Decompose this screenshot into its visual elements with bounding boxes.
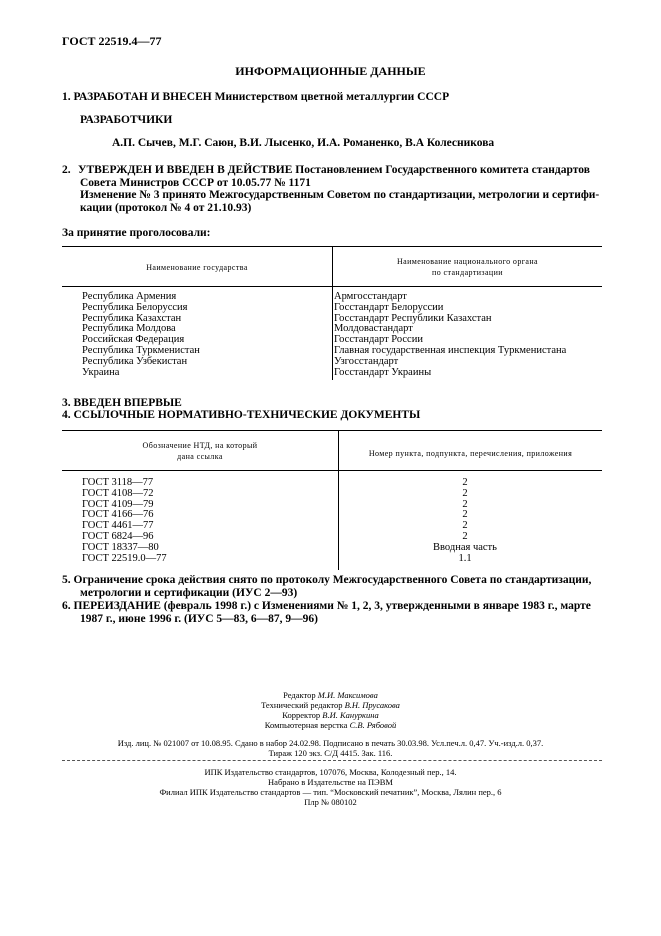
table-row: Республика Казахстан: [82, 312, 182, 324]
refs-col-doc-header: [62, 440, 338, 462]
voting-col-body-header: [333, 256, 602, 278]
imprint-line: Плр № 080102: [304, 797, 357, 807]
table-row: ГОСТ 4166—76: [82, 509, 154, 521]
table-row: 2: [462, 509, 468, 521]
table-row: ГОСТ 6824—96: [82, 530, 154, 542]
voting-states-column: [82, 292, 200, 378]
table-rule: [62, 430, 602, 431]
voting-col-state-header: Наименование государства: [146, 263, 248, 272]
table-row: Вводная часть: [433, 541, 497, 553]
table-row: 2: [462, 487, 468, 499]
table-divider: [332, 286, 333, 380]
imprint-line: Тираж 120 экз. С/Д 4415. Зак. 116.: [268, 748, 393, 758]
table-row: Республика Армения: [82, 291, 177, 302]
section-5: [62, 574, 622, 599]
refs-col-ref-header: Номер пункта, подпункта, перечисления, приложения: [368, 449, 573, 458]
table-row: ГОСТ 4108—72: [82, 487, 154, 499]
table-row: ГОСТ 3118—77: [82, 477, 154, 488]
section-3-number: 3.: [62, 397, 71, 409]
table-row: Госстандарт Республики Казахстан: [334, 312, 492, 324]
section-4-text: ССЫЛОЧНЫЕ НОРМАТИВНО-ТЕХНИЧЕСКИЕ ДОКУМЕНТЫ: [73, 409, 421, 421]
voting-bodies-column: [334, 292, 566, 378]
table-row: Республика Белоруссия: [82, 301, 188, 313]
refs-col-doc-header-line2: дана ссылка: [177, 452, 223, 461]
credit-editor-name: М.И. Максимова: [317, 690, 378, 700]
section-2-line3: Изменение № 3 принято Межгосударственным Советом по стандартизации, метрологии и сертифи-: [80, 189, 600, 201]
credit-tech-editor: [0, 700, 661, 710]
section-4: [62, 409, 420, 421]
imprint-line: Изд. лиц. № 021007 от 10.08.95. Сдано в набор 24.02.98. Подписано в печать 30.03.98. Усл.печ.л. 0,47. Уч.-изд.л. 0,37.: [117, 738, 544, 748]
table-row: Армгосстандарт: [334, 291, 407, 302]
table-row: 2: [462, 498, 468, 510]
section-1-number: 1.: [62, 91, 71, 103]
credit-corrector-label: Корректор: [282, 710, 321, 720]
credit-editor: [0, 690, 661, 700]
section-6-line1: ПЕРЕИЗДАНИЕ (февраль 1998 г.) с Изменениями № 1, 2, 3, утвержденными в январе 1983 г., марте: [73, 600, 591, 612]
section-6-number: 6.: [62, 600, 71, 612]
voting-col-body-header-line2: по стандартизации: [432, 268, 503, 277]
refs-col-doc-header-line1: Обозначение НТД, на который: [142, 441, 258, 450]
credits: [0, 690, 661, 730]
section-2-number: 2.: [62, 164, 71, 176]
table-row: Госстандарт России: [334, 334, 423, 346]
table-row: ГОСТ 4109—79: [82, 498, 154, 510]
section-6: [62, 600, 622, 625]
table-row: Молдовастандарт: [334, 323, 413, 335]
imprint-line: Набрано в Издательстве на ПЭВМ: [268, 777, 393, 787]
section-5-number: 5.: [62, 574, 71, 586]
section-3: [62, 397, 182, 409]
dashed-divider: [62, 760, 602, 761]
voting-col-body-header-line1: Наименование национального органа: [396, 257, 538, 266]
developers-list: А.П. Сычев, М.Г. Саюн, В.И. Лысенко, И.А. Романенко, В.А Колесникова: [112, 137, 495, 149]
credit-corrector-name: В.И. Кануркина: [322, 710, 379, 720]
section-1: [62, 91, 449, 103]
section-5-line2: метрологии и сертификации (ИУС 2—93): [80, 586, 298, 599]
voting-heading: За принятие проголосовали:: [62, 227, 211, 239]
table-row: Российская Федерация: [82, 334, 185, 346]
table-row: 2: [462, 477, 468, 488]
table-row: Госстандарт Белоруссии: [334, 301, 444, 313]
section-2: [62, 164, 602, 214]
credit-tech-editor-name: В.Н. Прусакова: [344, 700, 400, 710]
table-rule: [62, 470, 602, 471]
section-4-number: 4.: [62, 409, 71, 421]
section-2-line4: кации (протокол № 4 от 21.10.93): [80, 201, 252, 214]
table-row: Узгосстандарт: [334, 355, 399, 367]
page-title: ИНФОРМАЦИОННЫЕ ДАННЫЕ: [235, 64, 426, 78]
section-2-line2: Совета Министров СССР от 10.05.77 № 1171: [80, 176, 311, 189]
table-row: Госстандарт Украины: [334, 366, 432, 378]
table-divider: [338, 470, 339, 570]
section-1-text: Министерством цветной металлургии СССР: [214, 91, 450, 103]
section-6-line2: 1987 г., июне 1996 г. (ИУС 5—83, 6—87, 9—96): [80, 612, 318, 625]
section-1-lead: РАЗРАБОТАН И ВНЕСЕН: [73, 91, 212, 103]
credit-layout-name: С.В. Рябовой: [349, 720, 397, 730]
developers-heading: РАЗРАБОТЧИКИ: [80, 114, 173, 126]
table-row: Республика Узбекистан: [82, 355, 188, 367]
credit-layout-label: Компьютерная верстка: [264, 720, 348, 730]
imprint-line: Филиал ИПК Издательство стандартов — тип. “Московский печатник”, Москва, Лялин пер., 6: [159, 787, 502, 797]
table-row: 2: [462, 520, 468, 532]
imprint-line: ИПК Издательство стандартов, 107076, Москва, Колодезный пер., 14.: [204, 767, 457, 777]
refs-refs-column: [339, 478, 591, 564]
table-row: Украина: [82, 366, 120, 378]
table-row: 1.1: [458, 552, 472, 564]
section-2-line1: УТВЕРЖДЕН И ВВЕДЕН В ДЕЙСТВИЕ Постановлением Государственного комитета стандартов: [78, 164, 590, 176]
credit-corrector: [0, 710, 661, 720]
document-code: ГОСТ 22519.4—77: [62, 34, 162, 48]
table-row: Главная государственная инспекция Туркменистана: [334, 344, 567, 356]
credit-editor-label: Редактор: [283, 690, 316, 700]
section-5-line1: Ограничение срока действия снято по протоколу Межгосударственного Совета по стандартизации,: [73, 574, 592, 586]
section-3-text: ВВЕДЕН ВПЕРВЫЕ: [73, 397, 182, 409]
refs-docs-column: [82, 478, 167, 564]
table-row: ГОСТ 22519.0—77: [82, 552, 167, 564]
table-row: 2: [462, 530, 468, 542]
credit-layout: [0, 720, 661, 730]
table-row: ГОСТ 18337—80: [82, 541, 159, 553]
credit-tech-editor-label: Технический редактор: [261, 700, 343, 710]
table-row: Республика Туркменистан: [82, 344, 200, 356]
table-row: Республика Молдова: [82, 323, 176, 335]
table-row: ГОСТ 4461—77: [82, 520, 154, 532]
